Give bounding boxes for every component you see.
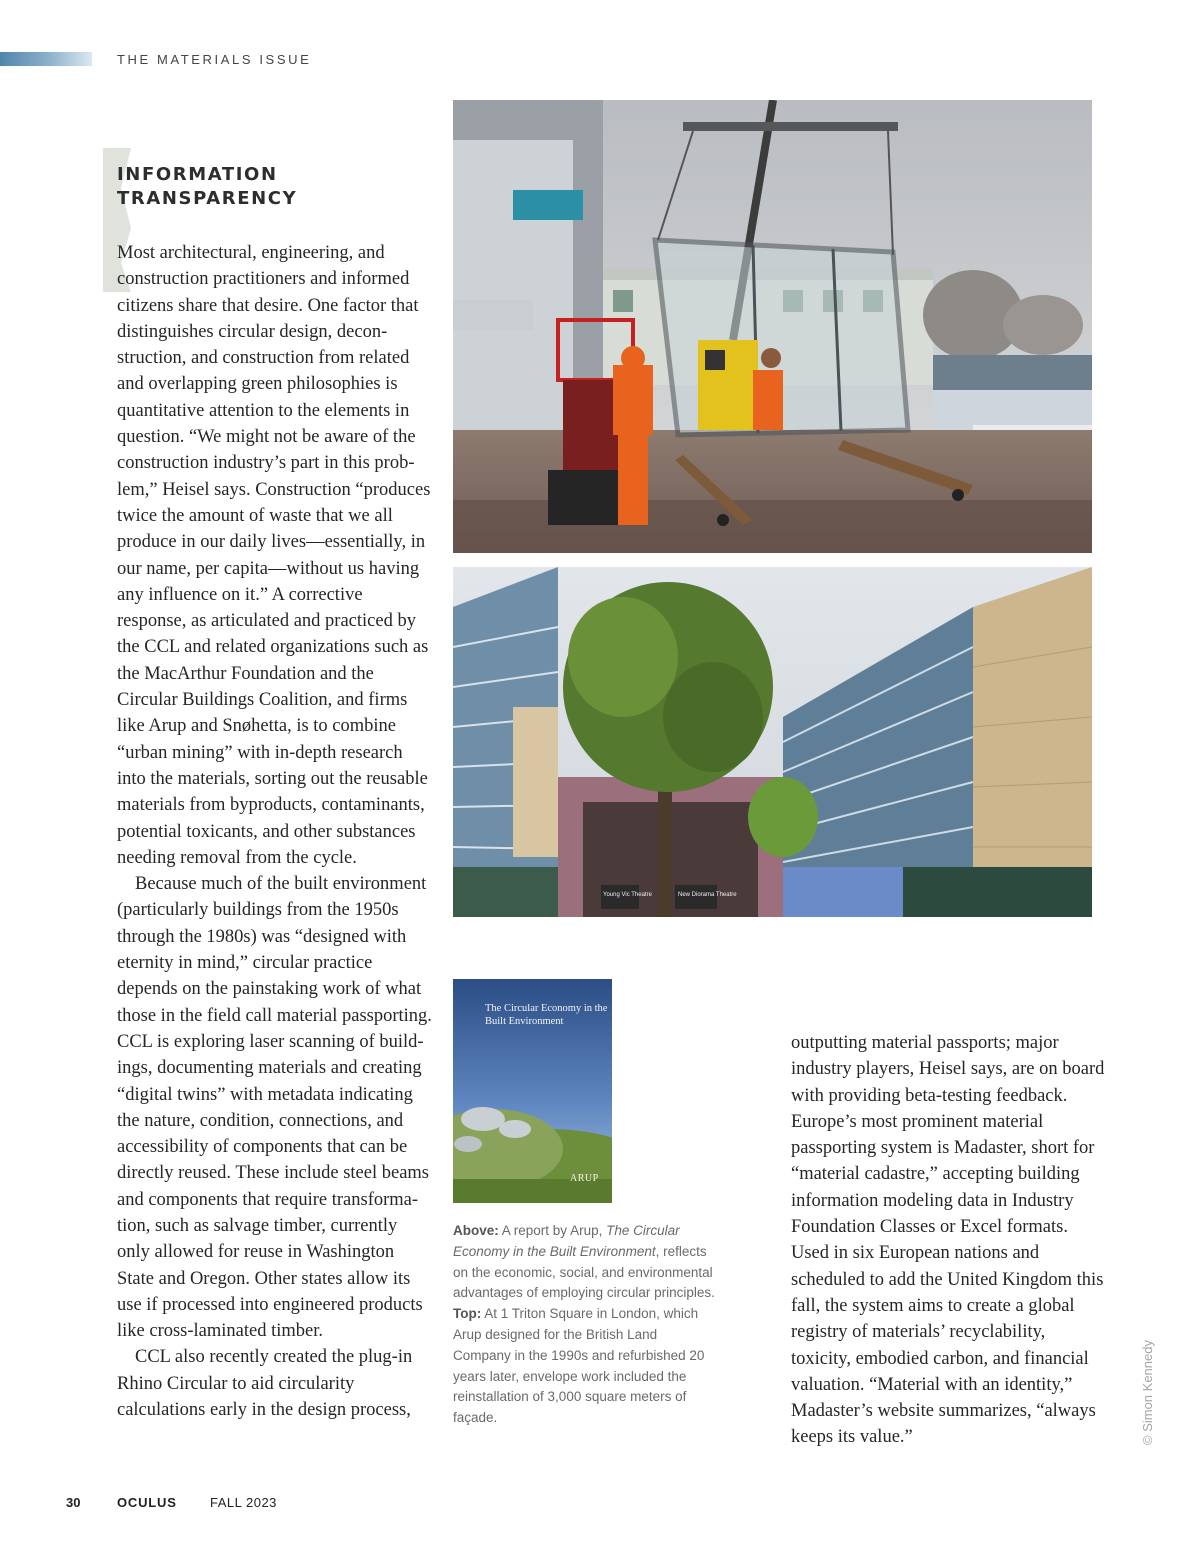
book-title: The Circular Economy in the Built Environment <box>485 1003 608 1027</box>
body-paragraph: Because much of the built environment (particularly buildings from the 1950s through the 1980s) was “designed with eternity in mind,” circular practice depends on the painstaking work of what those in the field call material passporting. CCL is exploring laser scanning of buildings, documenting materials and creating “digital twins” with metadata indicating the nature, condition, connections, and accessibility of components that can be directly reused. These include steel beams and components that require transformation, such as salvage timber, currently only allowed for reuse in Washington State and Oregon. Other states allow its use if processed into engineered products like cross-laminated timber. <box>117 874 432 1342</box>
magazine-name: OCULUS <box>117 1495 177 1510</box>
body-paragraph: Most architectural, engineering, and construction practitioners and informed citizens share that desire. One factor that distinguishes circular design, deconstruction, and construction from related and overlapping green philosophies is quantitative attention to the elements in question. “We might not be aware of the construction industry’s part in this problem,” Heisel says. Construction “produces twice the amount of waste that we all produce in our daily lives—essentially, in our name, per capita—without us having any influence on it.” A corrective response, as articulated and practiced by the CCL and related organizations such as the MacArthur Foundation and the Circular Buildings Coalition, and firms like Arup and Snøhetta, is to combine “urban mining” with in-depth research into the materials, sorting out the reusable materials from byproducts, contaminants, potential toxicants, and other substances needing removal from the cycle. <box>117 243 431 868</box>
section-heading-line2: TRANSPARENCY <box>117 188 298 209</box>
caption-book-title: The Circular Economy in the Built Environment <box>453 1223 680 1259</box>
body-paragraph: outputting material passports; major industry players, Heisel says, are on board with providing beta-testing feedback. Europe’s most prominent material passporting system is Madaster, short for “material cadastre,” accepting building information modeling data in Industry Foundation Classes or Excel formats. Used in six European nations and scheduled to add the United Kingdom this fall, the system aims to create a global registry of materials’ recyclability, toxicity, embodied carbon, and financial valuation. “Material with an identity,” Madaster’s website summarizes, “always keeps its value.” <box>791 1033 1105 1448</box>
caption-above-label: Above: <box>453 1223 499 1238</box>
issue-season: FALL 2023 <box>210 1495 277 1510</box>
photo-caption <box>453 1221 715 1429</box>
caption-top <box>453 1304 715 1429</box>
section-heading <box>117 163 417 211</box>
caption-above-text-end: , reflects on the economic, social, and environmental advantages of employing circular principles. <box>453 1243 715 1301</box>
caption-top-label: Top: <box>453 1306 482 1322</box>
body-paragraph: CCL also recently created the plug-in Rhino Circular to aid circularity calculations early in the design process, <box>117 1347 413 1421</box>
sign-young-vic: Young Vic Theatre <box>603 892 652 898</box>
body-column-right <box>791 1030 1106 1451</box>
arup-logo: ARUP <box>570 1173 599 1184</box>
caption-top-text: At 1 Triton Square in London, which Arup designed for the British Land Company in the 1990s and refurbished 20 years later, envelope work included the reinstallation of 3,000 square meters of façade. <box>453 1306 705 1426</box>
issue-label: THE MATERIALS ISSUE <box>117 52 312 67</box>
caption-above-text: A report by Arup, <box>498 1223 607 1238</box>
page-number: 30 <box>66 1495 81 1510</box>
section-heading-line1: INFORMATION <box>117 164 278 185</box>
book-cover-arup-report <box>453 979 612 1203</box>
sign-new-diorama: New Diorama Theatre <box>678 892 737 898</box>
caption-above <box>453 1221 715 1304</box>
photo-courtyard-facade <box>453 567 1092 917</box>
header-accent-bar <box>0 52 92 66</box>
photo-credit: © Simon Kennedy <box>1140 1340 1155 1445</box>
photo-glass-panel-installation <box>453 100 1092 553</box>
body-column-left <box>117 240 432 1423</box>
